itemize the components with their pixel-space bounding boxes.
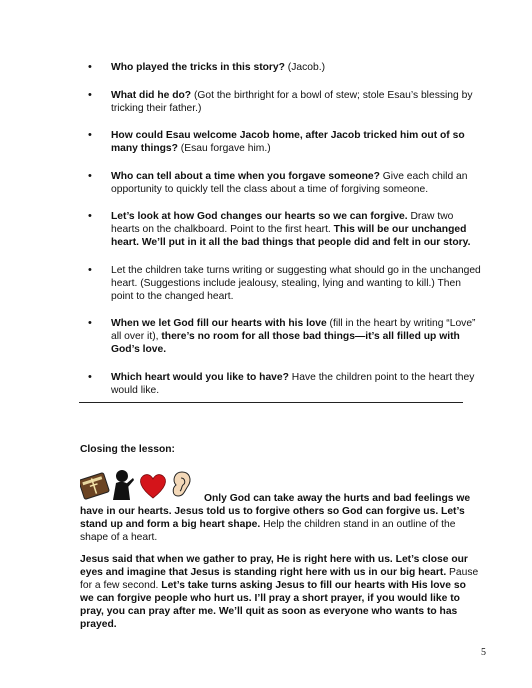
closing-heading: Closing the lesson: [80,444,175,455]
list-item [81,210,481,249]
closing-paragraph-bold-text: Jesus said that when we gather to pray, He is right here with us. Let’s close our eyes and imagine that Jesus is standing right here with us in our big heart. [80,554,468,578]
list-item-bold-text: Let’s look at how God changes our hearts so we can forgive. [111,211,408,222]
list-item-bold-text: Which heart would you like to have? [111,371,289,383]
list-item [81,317,481,356]
discussion-question-list [81,61,481,411]
list-item-text: Have the children point to the heart they would like. [111,371,475,396]
list-item-bold-text: When we let God fill our hearts with his love [111,318,327,329]
list-item-bold-text: there’s no room for all those bad things—it’s all filled up with God’s love. [111,331,460,355]
list-item [81,129,481,155]
list-item-text: Give each child an opportunity to quickly tell the class about a time of forgiving someone. [111,170,468,195]
list-item-bold-text: Who can tell about a time when you forgave someone? [111,170,380,182]
list-item-text: (Got the birthright for a bowl of stew; stole Esau’s blessing by tricking their father.) [111,89,473,114]
closing-paragraph-text: Pause for a few second. [80,567,479,591]
list-item-bold-text: Who played the tricks in this story? [111,62,285,73]
list-item [81,170,481,196]
closing-paragraph-bold-text: Only God can take away the hurts and bad feelings we have in our hearts. Jesus told us to forgive others so God can forgive us. Let’s stand up and form a big heart shape. [80,493,471,530]
list-item-text: (Esau forgave him.) [177,143,271,154]
page-number: 5 [481,647,486,658]
list-item [81,89,481,115]
list-item-bold-text: What did he do? [111,89,192,101]
closing-paragraph-text: Help the children stand in an outline of the shape of a heart. [80,519,456,543]
list-item-text: Let the children take turns writing or suggesting what should go in the unchanged heart. (Suggestions include jealousy, stealing, lying and wanting to kill.) Then point to the changed heart. [111,264,481,302]
closing-paragraph-bold-text: Let’s take turns asking Jesus to fill our hearts with His love so we can forgive people who hurt us. I’ll pray a short prayer, if you would like to pray, you can pray after me. We’ll quit as soon as everyone who wants to has prayed. [80,580,466,630]
list-item-text: Draw two hearts on the chalkboard. Point to the first heart. [111,211,454,235]
closing-paragraph-1 [80,492,480,544]
list-item-bold-text: This will be our unchanged heart. We’ll put in it all the bad things that people did and felt in our story. [111,224,471,248]
list-item-bold-text: How could Esau welcome Jacob home, after Jacob tricked him out of so many things? [111,130,465,154]
list-item-text: (Jacob.) [284,62,325,73]
list-item [81,264,481,303]
list-item [81,61,481,74]
closing-paragraph-2 [80,553,480,631]
list-item-text: (fill in the heart by writing “Love” all over it), [111,318,476,342]
section-divider [79,402,463,403]
list-item [81,371,481,397]
